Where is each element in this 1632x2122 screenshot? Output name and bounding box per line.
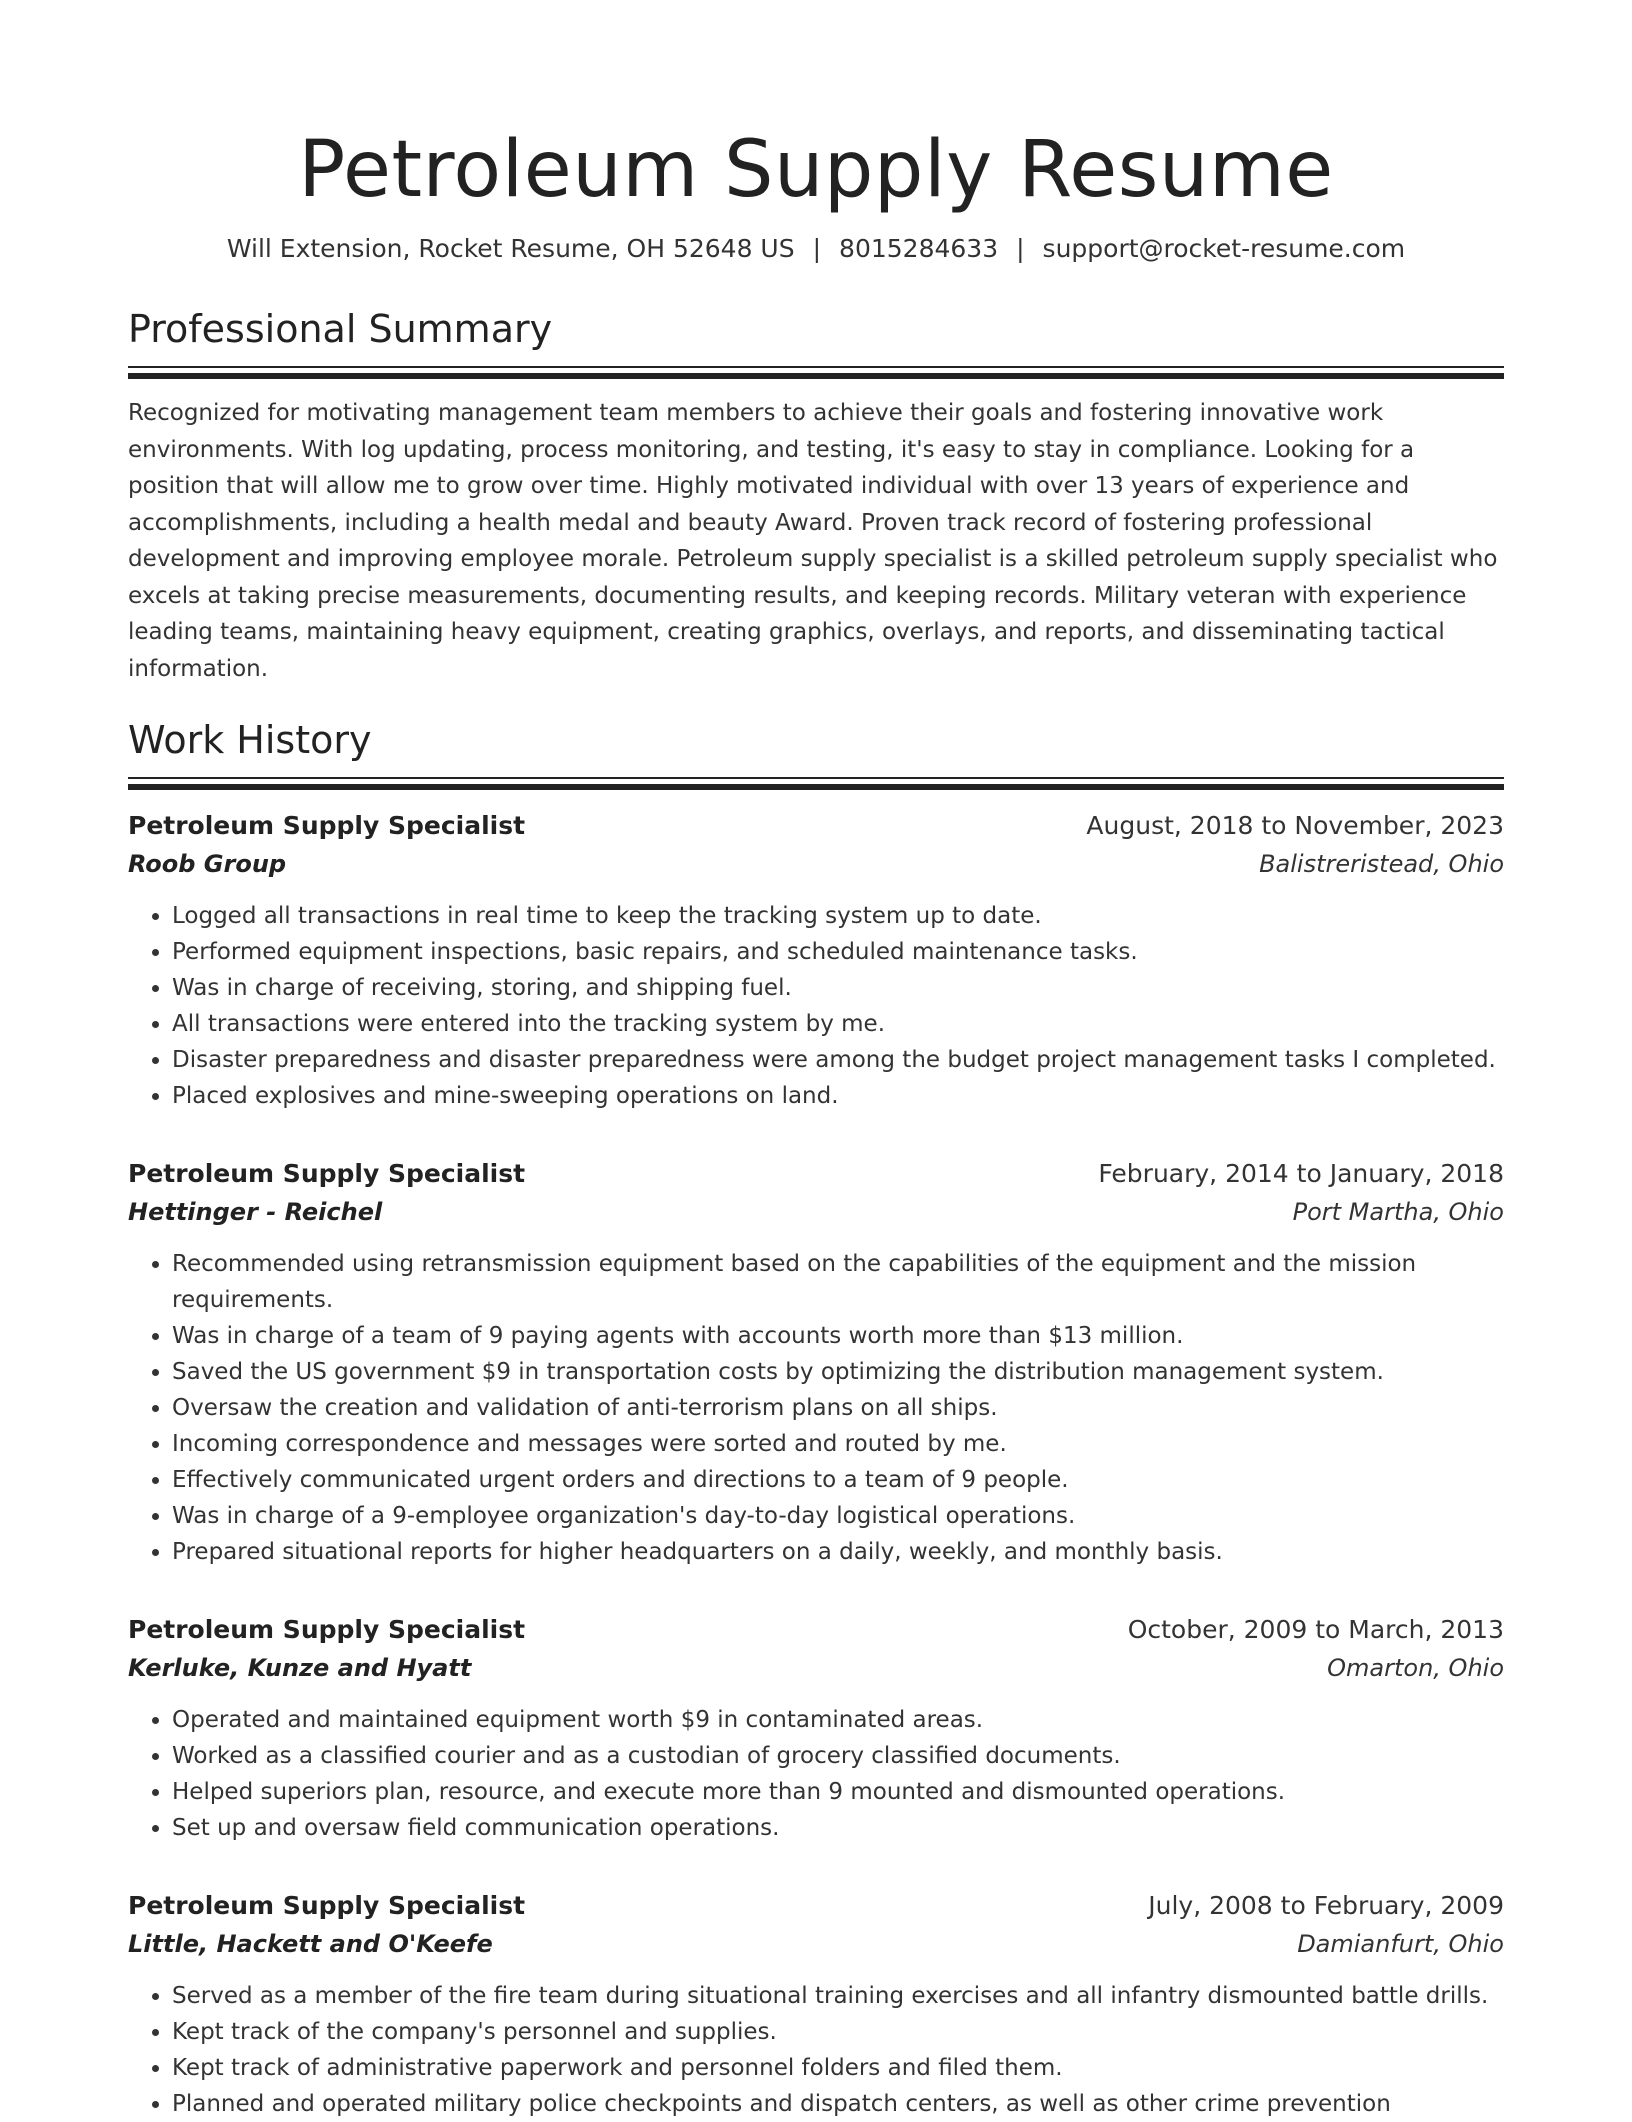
work-history-section <box>128 717 1504 2122</box>
job-subheader <box>128 1193 1504 1232</box>
job-entry <box>128 1610 1504 1846</box>
job-title: Petroleum Supply Specialist <box>128 1615 526 1644</box>
job-list <box>128 806 1504 2122</box>
contact-line <box>128 232 1504 266</box>
job-dates: July, 2008 to February, 2009 <box>1148 1891 1504 1920</box>
job-bullet-list <box>128 1702 1504 1846</box>
job-entry <box>128 806 1504 1114</box>
job-bullet: • Set up and oversaw field communication operations. <box>172 1810 1504 1846</box>
section-rule <box>128 777 1504 779</box>
job-dates: October, 2009 to March, 2013 <box>1127 1615 1504 1644</box>
job-bullet: • Placed explosives and mine-sweeping operations on land. <box>172 1078 1504 1114</box>
resume-page <box>128 0 1504 2122</box>
job-subheader <box>128 845 1504 884</box>
job-bullet: • Was in charge of a team of 9 paying agents with accounts worth more than $13 million. <box>172 1318 1504 1354</box>
job-title: Petroleum Supply Specialist <box>128 1159 526 1188</box>
contact-separator: | <box>1016 234 1025 263</box>
job-company: Roob Group <box>128 850 287 878</box>
section-heading-work-history: Work History <box>128 718 372 762</box>
job-bullet-list <box>128 1978 1504 2122</box>
job-location: Port Martha, Ohio <box>1292 1198 1504 1226</box>
job-bullet: • Worked as a classified courier and as a custodian of grocery classified documents. <box>172 1738 1504 1774</box>
job-company: Hettinger - Reichel <box>128 1198 383 1226</box>
job-bullet: • Saved the US government $9 in transportation costs by optimizing the distribution management system. <box>172 1354 1504 1390</box>
job-company: Little, Hackett and O'Keefe <box>128 1930 493 1958</box>
job-bullet: • Performed equipment inspections, basic repairs, and scheduled maintenance tasks. <box>172 934 1504 970</box>
job-location: Balistreristead, Ohio <box>1259 850 1504 878</box>
job-bullet: • Was in charge of receiving, storing, and shipping fuel. <box>172 970 1504 1006</box>
job-subheader <box>128 1649 1504 1688</box>
job-bullet: • Logged all transactions in real time to keep the tracking system up to date. <box>172 898 1504 934</box>
job-bullet: • All transactions were entered into the tracking system by me. <box>172 1006 1504 1042</box>
job-bullet: • Incoming correspondence and messages were sorted and routed by me. <box>172 1426 1504 1462</box>
job-bullet: • Operated and maintained equipment worth $9 in contaminated areas. <box>172 1702 1504 1738</box>
job-header <box>128 806 1504 845</box>
job-title: Petroleum Supply Specialist <box>128 1891 526 1920</box>
job-bullet: • Oversaw the creation and validation of anti-terrorism plans on all ships. <box>172 1390 1504 1426</box>
job-header <box>128 1154 1504 1193</box>
section-rule <box>128 373 1504 379</box>
section-rule <box>128 366 1504 368</box>
contact-address: Will Extension, Rocket Resume, OH 52648 US <box>226 234 795 263</box>
job-bullet-list <box>128 1246 1504 1570</box>
section-heading-summary: Professional Summary <box>128 307 553 351</box>
job-bullet: • Was in charge of a 9-employee organization's day-to-day logistical operations. <box>172 1498 1504 1534</box>
job-bullet: • Kept track of administrative paperwork and personnel folders and filed them. <box>172 2050 1504 2086</box>
job-header <box>128 1886 1504 1925</box>
section-rule <box>128 784 1504 790</box>
job-bullet: • Served as a member of the fire team during situational training exercises and all infantry dismounted battle drills. <box>172 1978 1504 2014</box>
summary-section <box>128 306 1504 687</box>
job-bullet: • Planned and operated military police checkpoints and dispatch centers, as well as other crime prevention <box>172 2086 1504 2122</box>
job-bullet: • Recommended using retransmission equipment based on the capabilities of the equipment and the mission requirements. <box>172 1246 1504 1318</box>
job-bullet: • Effectively communicated urgent orders and directions to a team of 9 people. <box>172 1462 1504 1498</box>
job-bullet: • Disaster preparedness and disaster preparedness were among the budget project management tasks I completed. <box>172 1042 1504 1078</box>
job-location: Omarton, Ohio <box>1327 1654 1504 1682</box>
job-dates: August, 2018 to November, 2023 <box>1086 811 1504 840</box>
job-bullet: • Helped superiors plan, resource, and execute more than 9 mounted and dismounted operations. <box>172 1774 1504 1810</box>
contact-separator: | <box>812 234 822 263</box>
job-dates: February, 2014 to January, 2018 <box>1098 1159 1504 1188</box>
job-subheader <box>128 1925 1504 1964</box>
job-bullet-list <box>128 898 1504 1114</box>
job-entry <box>128 1886 1504 2122</box>
job-company: Kerluke, Kunze and Hyatt <box>128 1654 472 1682</box>
contact-email: support@rocket-resume.com <box>1042 234 1406 263</box>
resume-title: Petroleum Supply Resume <box>298 125 1334 215</box>
job-title: Petroleum Supply Specialist <box>128 811 526 840</box>
contact-phone: 8015284633 <box>839 234 999 263</box>
job-header <box>128 1610 1504 1649</box>
summary-text: Recognized for motivating management team members to achieve their goals and fostering innovative work environments. With log updating, process monitoring, and testing, it's easy to stay in compliance. Looking for a position that will allow me to grow over time. Highly motivated individual with over 13 years of experience and accomplishments, including a health medal and beauty Award. Proven track record of fostering professional development and improving employee morale. Petroleum supply specialist is a skilled petroleum supply specialist who excels at taking precise measurements, documenting results, and keeping records. Military veteran with experience leading teams, maintaining heavy equipment, creating graphics, overlays, and reports, and disseminating tactical information. <box>128 400 1498 682</box>
job-bullet: • Kept track of the company's personnel and supplies. <box>172 2014 1504 2050</box>
job-entry <box>128 1154 1504 1570</box>
job-location: Damianfurt, Ohio <box>1297 1930 1504 1958</box>
job-bullet: • Prepared situational reports for higher headquarters on a daily, weekly, and monthly basis. <box>172 1534 1504 1570</box>
